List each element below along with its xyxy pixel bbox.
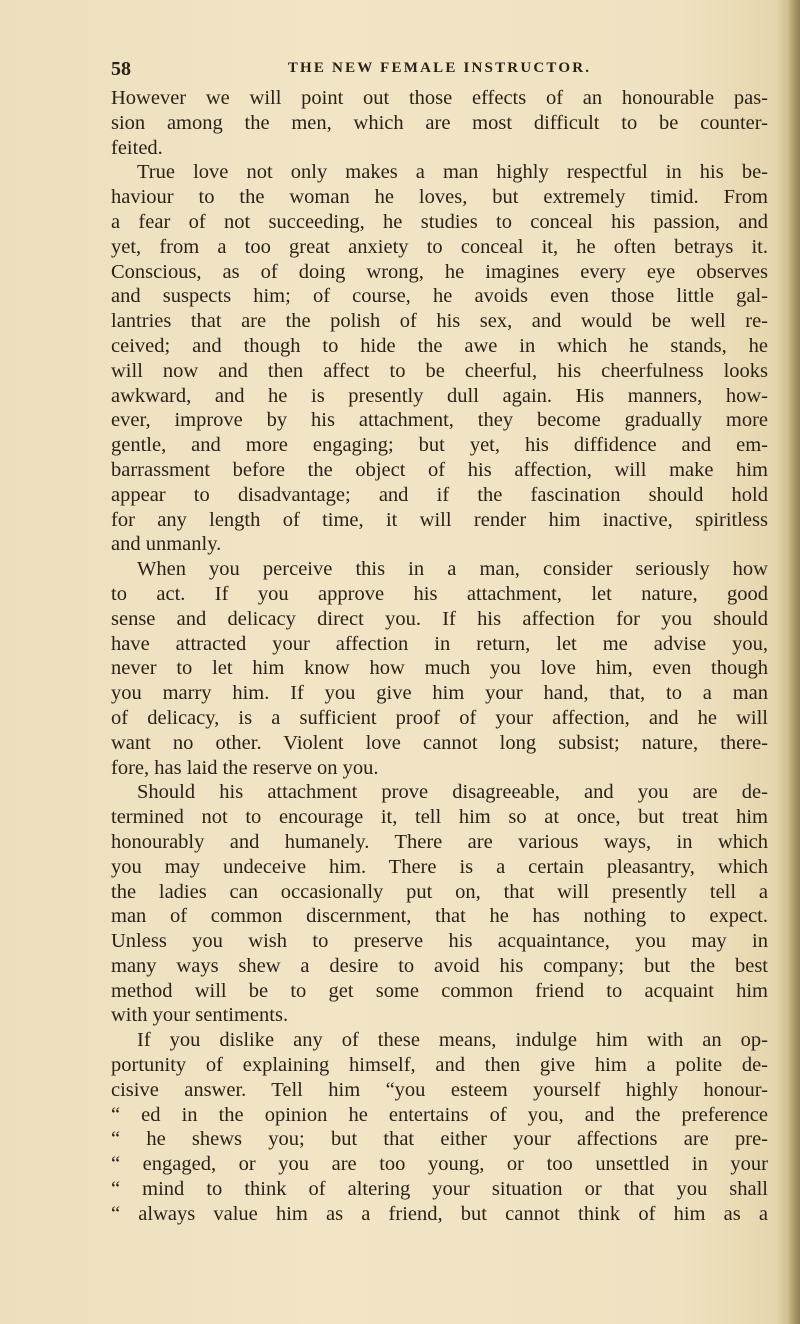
page-header [111,55,768,85]
text-line: lantries that are the polish of his sex, and would be well re- [111,310,768,333]
text-line: “ he shews you; but that either your affections are pre- [111,1128,768,1151]
text-line: the ladies can occasionally put on, that will presently tell a [111,880,768,903]
paragraph [111,86,768,160]
text-line: feited. [111,136,163,159]
text-line: to act. If you approve his attachment, let nature, good [111,582,768,605]
text-line: never to let him know how much you love him, even though [111,657,768,680]
text-line: sion among the men, which are most difficult to be counter- [111,111,768,134]
text-line: “ always value him as a friend, but cannot think of him as a [111,1202,768,1225]
paragraph [111,780,768,1028]
text-line: termined not to encourage it, tell him so at once, but treat him [111,806,768,829]
text-line: a fear of not succeeding, he studies to conceal his passion, and [111,210,768,233]
text-line: However we will point out those effects of an honourable pas- [111,87,768,109]
text-line: Conscious, as of doing wrong, he imagines every eye observes [111,260,768,283]
text-line: Should his attachment prove disagreeable, and you are de- [137,781,768,804]
running-head: THE NEW FEMALE INSTRUCTOR. [287,60,592,76]
text-line: “ engaged, or you are too young, or too unsettled in your [111,1153,768,1176]
paragraph [111,557,768,780]
text-line: and suspects him; of course, he avoids even those little gal- [111,285,768,308]
text-line: gentle, and more engaging; but yet, his diffidence and em- [111,434,768,457]
text-line: yet, from a too great anxiety to conceal it, he often betrays it. [111,235,768,258]
text-line: of delicacy, is a sufficient proof of your affection, and he will [111,706,768,729]
page-body [111,86,768,1227]
text-line: have attracted your affection in return, let me advise you, [111,632,768,655]
text-line: method will be to get some common friend to acquaint him [111,979,768,1002]
text-line: If you dislike any of these means, indulge him with an op- [137,1029,768,1052]
text-line: Unless you wish to preserve his acquaintance, you may in [111,930,768,953]
text-line: you marry him. If you give him your hand, that, to a man [111,682,768,705]
text-line: cisive answer. Tell him “you esteem yourself highly honour- [111,1078,768,1101]
text-line: ever, improve by his attachment, they become gradually more [111,409,768,432]
text-line: man of common discernment, that he has nothing to expect. [111,905,768,928]
page-number: 58 [111,58,131,80]
text-line: with your sentiments. [111,1004,289,1027]
text-line: “ mind to think of altering your situation or that you shall [111,1178,768,1201]
text-line: want no other. Violent love cannot long subsist; nature, there- [111,731,768,754]
text-line: portunity of explaining himself, and then give him a polite de- [111,1054,768,1077]
text-line: honourably and humanely. There are various ways, in which [111,830,768,853]
text-line: will now and then affect to be cheerful, his cheerfulness looks [111,359,768,382]
paragraph [111,160,768,557]
text-line: and unmanly. [111,533,222,556]
text-line: you may undeceive him. There is a certain pleasantry, which [111,855,768,878]
text-line: barrassment before the object of his affection, will make him [111,458,768,481]
text-line: fore, has laid the reserve on you. [111,756,379,779]
text-line: sense and delicacy direct you. If his affection for you should [111,607,768,630]
text-line: “ ed in the opinion he entertains of you, and the preference [111,1103,768,1126]
text-line: haviour to the woman he loves, but extremely timid. From [111,186,768,209]
text-line: for any length of time, it will render him inactive, spiritless [111,508,768,531]
text-line: When you perceive this in a man, consider seriously how [137,558,768,581]
text-line: True love not only makes a man highly respectful in his be- [137,161,768,184]
text-line: appear to disadvantage; and if the fascination should hold [111,483,768,506]
paragraph [111,1028,768,1226]
page-edge [786,0,800,1324]
text-line: ceived; and though to hide the awe in which he stands, he [111,334,768,357]
text-line: many ways shew a desire to avoid his company; but the best [111,954,768,977]
text-line: awkward, and he is presently dull again. His manners, how- [111,384,768,407]
